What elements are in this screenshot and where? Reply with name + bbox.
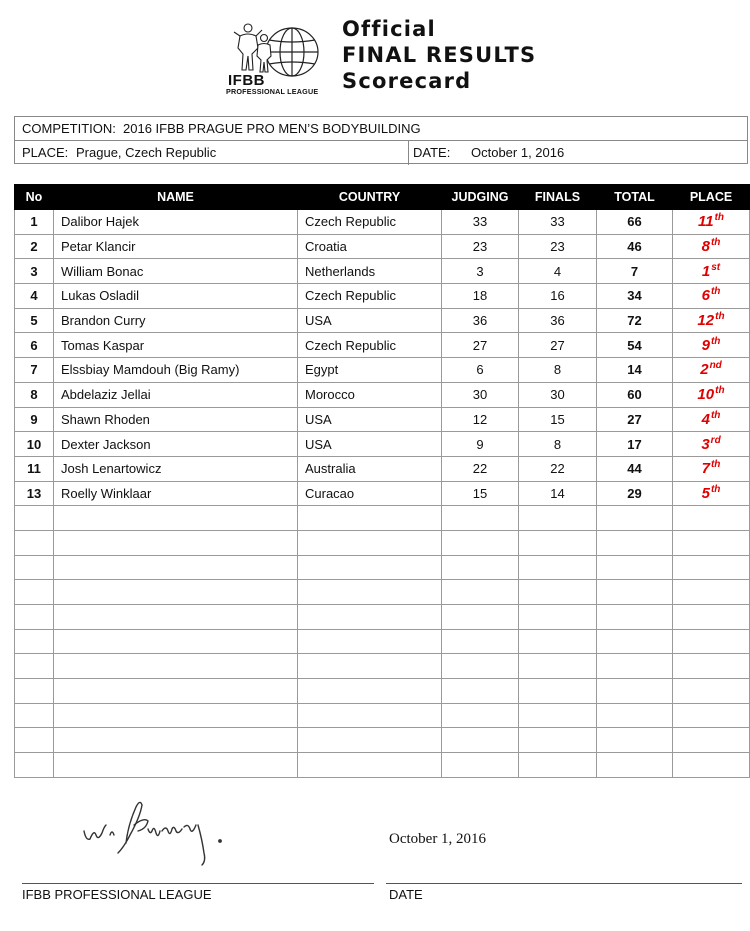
cell-name: Shawn Rhoden [54, 407, 298, 432]
cell-total: 54 [597, 333, 673, 358]
cell-finals: 30 [519, 382, 597, 407]
cell-total: 72 [597, 308, 673, 333]
place-number: 2 [700, 361, 709, 379]
logo-subtext: PROFESSIONAL LEAGUE [226, 87, 319, 96]
cell-place [673, 456, 750, 481]
empty-cell [519, 580, 597, 605]
empty-cell [519, 629, 597, 654]
empty-cell [298, 753, 442, 778]
cell-no: 13 [15, 481, 54, 506]
cell-name: Dalibor Hajek [54, 210, 298, 235]
cell-no: 7 [15, 358, 54, 383]
place-date-row [15, 141, 747, 165]
place-number: 8 [701, 238, 710, 256]
place-value: Prague, Czech Republic [76, 145, 217, 160]
empty-cell [597, 629, 673, 654]
table-row [15, 432, 750, 457]
table-header-row [15, 185, 750, 210]
empty-cell [15, 580, 54, 605]
signature-date: October 1, 2016 [389, 831, 487, 847]
empty-cell [54, 679, 298, 704]
cell-place [673, 358, 750, 383]
cell-country: Australia [298, 456, 442, 481]
cell-no: 5 [15, 308, 54, 333]
cell-judging: 12 [442, 407, 519, 432]
cell-no: 2 [15, 234, 54, 259]
place-number: 11 [697, 213, 714, 231]
empty-cell [673, 530, 750, 555]
empty-cell [298, 679, 442, 704]
empty-cell [442, 506, 519, 531]
title-line-3: Scorecard [342, 69, 472, 93]
competition-info-box [14, 116, 748, 164]
cell-finals: 16 [519, 284, 597, 309]
table-row [15, 234, 750, 259]
cell-judging: 22 [442, 456, 519, 481]
place-suffix: th [710, 409, 721, 421]
place-number: 10 [697, 386, 715, 404]
header-finals: FINALS [519, 185, 597, 210]
empty-table-row [15, 580, 750, 605]
cell-place [673, 382, 750, 407]
date-label: DATE: [413, 145, 451, 160]
empty-cell [673, 629, 750, 654]
empty-cell [442, 629, 519, 654]
cell-country: Czech Republic [298, 333, 442, 358]
empty-cell [519, 555, 597, 580]
place-suffix: th [710, 286, 721, 298]
empty-cell [673, 580, 750, 605]
page-title [342, 16, 536, 94]
empty-cell [519, 506, 597, 531]
table-row [15, 210, 750, 235]
place-number: 1 [701, 262, 711, 280]
cell-finals: 4 [519, 259, 597, 284]
cell-country: USA [298, 432, 442, 457]
cell-place [673, 308, 750, 333]
cell-no: 4 [15, 284, 54, 309]
cell-judging: 36 [442, 308, 519, 333]
cell-name: Abdelaziz Jellai [54, 382, 298, 407]
cell-country: USA [298, 308, 442, 333]
empty-cell [519, 530, 597, 555]
cell-judging: 3 [442, 259, 519, 284]
empty-cell [54, 555, 298, 580]
empty-cell [442, 605, 519, 630]
cell-finals: 15 [519, 407, 597, 432]
cell-name: Tomas Kaspar [54, 333, 298, 358]
empty-cell [442, 580, 519, 605]
empty-cell [673, 753, 750, 778]
cell-no: 10 [15, 432, 54, 457]
empty-cell [597, 506, 673, 531]
place-number: 4 [701, 410, 710, 428]
empty-cell [442, 679, 519, 704]
cell-total: 34 [597, 284, 673, 309]
empty-cell [54, 530, 298, 555]
empty-cell [298, 506, 442, 531]
empty-cell [54, 629, 298, 654]
empty-cell [298, 555, 442, 580]
empty-cell [442, 654, 519, 679]
empty-cell [442, 728, 519, 753]
cell-total: 17 [597, 432, 673, 457]
table-row [15, 481, 750, 506]
empty-cell [673, 605, 750, 630]
cell-name: Josh Lenartowicz [54, 456, 298, 481]
empty-cell [519, 679, 597, 704]
empty-cell [54, 506, 298, 531]
results-body [15, 210, 750, 778]
header-name: NAME [54, 185, 298, 210]
empty-cell [15, 703, 54, 728]
empty-cell [519, 605, 597, 630]
place-number: 5 [701, 484, 710, 502]
place-suffix: st [711, 261, 721, 273]
empty-cell [442, 555, 519, 580]
cell-total: 27 [597, 407, 673, 432]
date-value: October 1, 2016 [471, 145, 565, 160]
cell-finals: 8 [519, 358, 597, 383]
cell-finals: 33 [519, 210, 597, 235]
empty-table-row [15, 506, 750, 531]
results-table [14, 184, 750, 778]
empty-cell [54, 580, 298, 605]
empty-cell [54, 605, 298, 630]
empty-table-row [15, 530, 750, 555]
place-suffix: nd [709, 360, 722, 372]
empty-cell [442, 753, 519, 778]
empty-cell [673, 679, 750, 704]
place-number: 12 [697, 312, 715, 330]
info-divider [408, 141, 409, 165]
cell-country: USA [298, 407, 442, 432]
empty-cell [673, 728, 750, 753]
cell-finals: 22 [519, 456, 597, 481]
cell-country: Czech Republic [298, 284, 442, 309]
empty-cell [15, 753, 54, 778]
signature-line [22, 883, 374, 884]
empty-cell [519, 654, 597, 679]
cell-finals: 23 [519, 234, 597, 259]
title-line-1: Official [342, 17, 436, 41]
header-country: COUNTRY [298, 185, 442, 210]
cell-no: 1 [15, 210, 54, 235]
cell-judging: 30 [442, 382, 519, 407]
empty-cell [673, 506, 750, 531]
cell-place [673, 234, 750, 259]
empty-cell [15, 555, 54, 580]
cell-place [673, 259, 750, 284]
date-line [386, 883, 742, 884]
cell-place [673, 481, 750, 506]
empty-table-row [15, 753, 750, 778]
cell-finals: 36 [519, 308, 597, 333]
empty-cell [673, 555, 750, 580]
cell-place [673, 432, 750, 457]
place-suffix: th [710, 335, 721, 347]
empty-table-row [15, 605, 750, 630]
header-no: No [15, 185, 54, 210]
empty-cell [519, 728, 597, 753]
empty-cell [15, 629, 54, 654]
cell-name: Dexter Jackson [54, 432, 298, 457]
cell-name: Roelly Winklaar [54, 481, 298, 506]
cell-place [673, 284, 750, 309]
cell-judging: 33 [442, 210, 519, 235]
empty-cell [54, 753, 298, 778]
place-number: 9 [701, 336, 710, 354]
title-line-2: FINAL RESULTS [342, 43, 537, 67]
place-suffix: th [710, 483, 721, 495]
cell-total: 66 [597, 210, 673, 235]
cell-country: Czech Republic [298, 210, 442, 235]
empty-cell [15, 605, 54, 630]
cell-no: 3 [15, 259, 54, 284]
cell-total: 46 [597, 234, 673, 259]
header-total: TOTAL [597, 185, 673, 210]
table-row [15, 382, 750, 407]
empty-table-row [15, 629, 750, 654]
cell-judging: 23 [442, 234, 519, 259]
empty-cell [298, 580, 442, 605]
empty-cell [15, 506, 54, 531]
competition-label: COMPETITION: [22, 121, 116, 136]
cell-place [673, 210, 750, 235]
place-label: PLACE: [22, 145, 69, 160]
cell-finals: 14 [519, 481, 597, 506]
place-number: 7 [701, 460, 710, 478]
empty-cell [597, 703, 673, 728]
cell-country: Morocco [298, 382, 442, 407]
table-row [15, 333, 750, 358]
cell-name: William Bonac [54, 259, 298, 284]
cell-judging: 15 [442, 481, 519, 506]
competition-value: 2016 IFBB PRAGUE PRO MEN’S BODYBUILDING [123, 121, 421, 136]
place-suffix: th [710, 459, 721, 471]
empty-cell [597, 654, 673, 679]
cell-name: Lukas Osladil [54, 284, 298, 309]
empty-cell [298, 728, 442, 753]
table-row [15, 456, 750, 481]
cell-no: 8 [15, 382, 54, 407]
cell-total: 44 [597, 456, 673, 481]
cell-finals: 8 [519, 432, 597, 457]
cell-country: Curacao [298, 481, 442, 506]
date-line-label: DATE [389, 887, 423, 902]
cell-place [673, 407, 750, 432]
cell-no: 11 [15, 456, 54, 481]
empty-cell [15, 530, 54, 555]
empty-cell [15, 679, 54, 704]
empty-cell [597, 555, 673, 580]
logo-text: IFBB [228, 72, 265, 89]
cell-country: Croatia [298, 234, 442, 259]
signature-label: IFBB PROFESSIONAL LEAGUE [22, 887, 212, 902]
header-place: PLACE [673, 185, 750, 210]
table-row [15, 308, 750, 333]
empty-cell [597, 580, 673, 605]
cell-country: Netherlands [298, 259, 442, 284]
empty-cell [15, 728, 54, 753]
empty-table-row [15, 728, 750, 753]
cell-judging: 9 [442, 432, 519, 457]
empty-cell [54, 728, 298, 753]
empty-cell [673, 654, 750, 679]
signature [78, 795, 238, 875]
empty-cell [597, 530, 673, 555]
empty-cell [597, 728, 673, 753]
empty-cell [597, 753, 673, 778]
empty-cell [54, 654, 298, 679]
place-suffix: th [714, 212, 725, 224]
empty-cell [597, 605, 673, 630]
empty-cell [54, 703, 298, 728]
cell-total: 7 [597, 259, 673, 284]
cell-place [673, 333, 750, 358]
empty-table-row [15, 555, 750, 580]
empty-cell [298, 605, 442, 630]
empty-table-row [15, 679, 750, 704]
empty-table-row [15, 703, 750, 728]
empty-cell [298, 703, 442, 728]
place-suffix: th [715, 311, 725, 323]
cell-name: Brandon Curry [54, 308, 298, 333]
cell-total: 29 [597, 481, 673, 506]
empty-cell [519, 703, 597, 728]
cell-total: 60 [597, 382, 673, 407]
cell-name: Petar Klancir [54, 234, 298, 259]
empty-cell [298, 654, 442, 679]
place-number: 6 [701, 287, 710, 305]
empty-cell [673, 703, 750, 728]
empty-cell [298, 629, 442, 654]
cell-no: 6 [15, 333, 54, 358]
empty-cell [519, 753, 597, 778]
cell-name: Elssbiay Mamdouh (Big Ramy) [54, 358, 298, 383]
cell-finals: 27 [519, 333, 597, 358]
empty-table-row [15, 654, 750, 679]
empty-cell [442, 530, 519, 555]
cell-judging: 6 [442, 358, 519, 383]
table-row [15, 259, 750, 284]
cell-country: Egypt [298, 358, 442, 383]
place-suffix: th [715, 385, 725, 397]
empty-cell [442, 703, 519, 728]
cell-judging: 27 [442, 333, 519, 358]
table-row [15, 284, 750, 309]
empty-cell [15, 654, 54, 679]
empty-cell [298, 530, 442, 555]
place-suffix: th [710, 237, 721, 249]
competition-row [15, 117, 747, 141]
cell-total: 14 [597, 358, 673, 383]
table-row [15, 407, 750, 432]
empty-cell [597, 679, 673, 704]
cell-no: 9 [15, 407, 54, 432]
table-row [15, 358, 750, 383]
place-number: 3 [701, 435, 710, 453]
cell-judging: 18 [442, 284, 519, 309]
place-suffix: rd [710, 434, 721, 446]
header-judging: JUDGING [442, 185, 519, 210]
